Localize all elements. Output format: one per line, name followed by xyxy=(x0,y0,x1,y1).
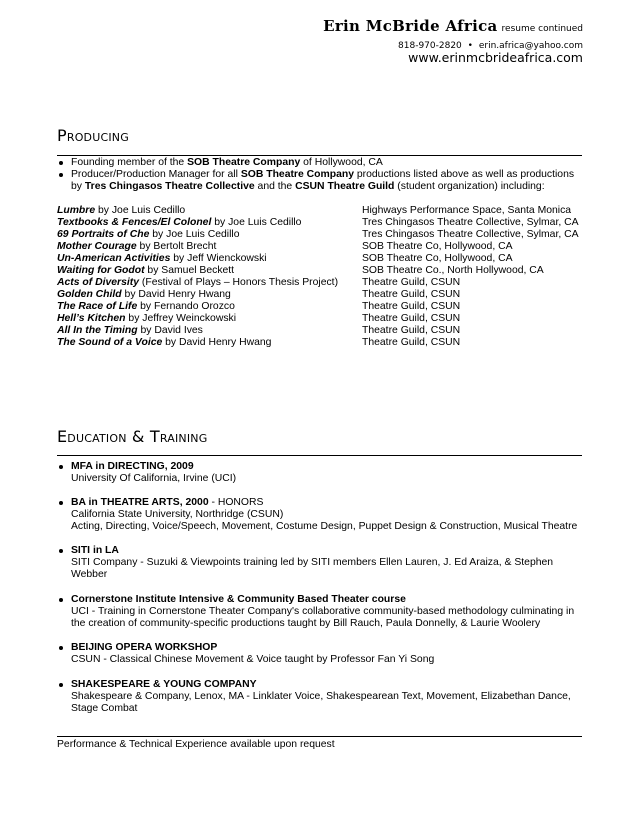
production-title: Un-American Activities xyxy=(57,253,171,264)
education-item xyxy=(57,497,587,533)
applicant-name: Erin McBride Africa xyxy=(323,17,498,35)
production-title-row xyxy=(57,301,357,313)
company-name: SOB Theatre Company xyxy=(187,157,301,168)
education-item xyxy=(57,545,587,581)
production-title: All In the Timing xyxy=(57,325,138,336)
company-name: CSUN Theatre Guild xyxy=(295,181,395,192)
production-credit: by Jeff Wienckowski xyxy=(170,253,267,264)
text-fragment: by xyxy=(71,181,85,192)
email-address[interactable]: erin.africa@yahoo.com xyxy=(478,41,583,51)
bullet-dot xyxy=(59,549,63,553)
education-detail: Shakespeare & Company, Lenox, MA - Linklater Voice, Shakespearean Text, Movement, Elizabethan Dance, xyxy=(71,691,571,702)
bullet-text xyxy=(71,169,587,181)
education-heading-bold: MFA in DIRECTING, 2009 xyxy=(71,461,194,472)
bullet-dot xyxy=(59,173,63,177)
education-heading xyxy=(71,679,587,691)
producing-bullet xyxy=(57,157,587,169)
production-title: Hell’s Kitchen xyxy=(57,313,126,324)
production-title-row xyxy=(57,265,357,277)
contact-separator: • xyxy=(467,41,473,51)
production-venue: SOB Theatre Co, Hollywood, CA xyxy=(362,253,513,264)
production-title: Mother Courage xyxy=(57,241,137,252)
education-heading-bold: SHAKESPEARE & YOUNG COMPANY xyxy=(71,679,257,690)
section-divider xyxy=(57,455,582,456)
production-credit: by Samuel Beckett xyxy=(144,265,235,276)
production-title: The Sound of a Voice xyxy=(57,337,163,348)
education-detail: the creation of community-specific productions taught by Bill Rauch, Paula Donnelly, & Laurie Woolery xyxy=(71,618,541,629)
production-title-row xyxy=(57,253,357,265)
education-detail: California State University, Northridge (CSUN) xyxy=(71,509,284,520)
bullet-dot xyxy=(59,646,63,650)
production-title: The Race of Life xyxy=(57,301,138,312)
company-name: SOB Theatre Company xyxy=(240,169,354,180)
production-venue: Highways Performance Space, Santa Monica xyxy=(362,205,572,216)
education-heading xyxy=(71,594,587,606)
bullet-dot xyxy=(59,465,63,469)
education-detail: Acting, Directing, Voice/Speech, Movement, Costume Design, Puppet Design & Construction, Musical Theatre xyxy=(71,521,578,532)
education-heading-bold: SITI in LA xyxy=(71,545,119,556)
production-credit: by Bertolt Brecht xyxy=(136,241,217,252)
production-title-row xyxy=(57,229,357,241)
education-item xyxy=(57,461,587,485)
text-fragment: and the xyxy=(254,181,296,192)
footer-note: Performance & Technical Experience available upon request xyxy=(57,739,335,750)
bullet-dot xyxy=(59,501,63,505)
productions-titles-column xyxy=(57,205,357,349)
production-title-row xyxy=(57,217,357,229)
bullet-text xyxy=(71,157,587,169)
production-credit: by Joe Luis Cedillo xyxy=(149,229,240,240)
phone-number: 818-970-2820 xyxy=(398,41,462,51)
production-venue: Theatre Guild, CSUN xyxy=(362,301,461,312)
production-title: Waiting for Godot xyxy=(57,265,145,276)
education-heading xyxy=(71,497,587,509)
education-detail: SITI Company - Suzuki & Viewpoints training led by SITI members Ellen Lauren, J. Ed Araiza, & Stephen xyxy=(71,557,554,568)
section-title-producing: Producing xyxy=(57,126,129,145)
production-venue: Tres Chingasos Theatre Collective, Sylmar, CA xyxy=(362,217,579,228)
education-detail: CSUN - Classical Chinese Movement & Voice taught by Professor Fan Yi Song xyxy=(71,654,435,665)
text-fragment: Producer/Production Manager for all xyxy=(71,169,241,180)
production-credit: by David Ives xyxy=(137,325,203,336)
education-heading xyxy=(71,461,587,473)
production-title: Lumbre xyxy=(57,205,96,216)
footer-divider xyxy=(57,736,582,737)
education-heading xyxy=(71,642,587,654)
company-name: Tres Chingasos Theatre Collective xyxy=(84,181,255,192)
production-title: Acts of Diversity xyxy=(57,277,139,288)
production-venue: SOB Theatre Co., North Hollywood, CA xyxy=(362,265,544,276)
production-venue: Theatre Guild, CSUN xyxy=(362,277,461,288)
production-credit: by David Henry Hwang xyxy=(121,289,231,300)
production-credit: by Joe Luis Cedillo xyxy=(211,217,302,228)
education-heading xyxy=(71,545,587,557)
production-credit: by Jeffrey Weinckowski xyxy=(125,313,237,324)
education-heading-bold: BEIJING OPERA WORKSHOP xyxy=(71,642,218,653)
production-credit: by David Henry Hwang xyxy=(162,337,272,348)
education-detail: Webber xyxy=(71,569,108,580)
education-detail: Stage Combat xyxy=(71,703,138,714)
production-title-row xyxy=(57,325,357,337)
text-fragment: productions listed above as well as productions xyxy=(353,169,575,180)
production-title: Golden Child xyxy=(57,289,122,300)
text-fragment: Founding member of the xyxy=(71,157,188,168)
education-detail: UCI - Training in Cornerstone Theater Company's collaborative community-based methodology culminating in xyxy=(71,606,575,617)
education-detail: University Of California, Irvine (UCI) xyxy=(71,473,237,484)
resume-header-name xyxy=(323,17,583,35)
bullet-dot xyxy=(59,598,63,602)
production-venue: Theatre Guild, CSUN xyxy=(362,337,461,348)
production-title-row xyxy=(57,241,357,253)
education-heading-suffix: - HONORS xyxy=(208,497,264,508)
production-venue: Tres Chingasos Theatre Collective, Sylmar, CA xyxy=(362,229,579,240)
production-venue: SOB Theatre Co, Hollywood, CA xyxy=(362,241,513,252)
bullet-text-continued xyxy=(71,181,587,193)
production-venue: Theatre Guild, CSUN xyxy=(362,313,461,324)
production-venue: Theatre Guild, CSUN xyxy=(362,289,461,300)
productions-venues-column xyxy=(362,205,587,349)
section-title-education: Education & Training xyxy=(57,427,208,446)
text-fragment: (student organization) including: xyxy=(394,181,545,192)
producing-bullet xyxy=(57,169,587,193)
bullet-dot xyxy=(59,683,63,687)
text-fragment: of Hollywood, CA xyxy=(300,157,383,168)
production-credit: (Festival of Plays – Honors Thesis Project) xyxy=(139,277,339,288)
education-item xyxy=(57,679,587,715)
production-credit: by Joe Luis Cedillo xyxy=(95,205,186,216)
education-item xyxy=(57,642,587,666)
production-title-row xyxy=(57,289,357,301)
production-title-row xyxy=(57,313,357,325)
production-venue: Theatre Guild, CSUN xyxy=(362,325,461,336)
resume-continued-label: resume continued xyxy=(501,24,583,34)
production-title: 69 Portraits of Che xyxy=(57,229,150,240)
education-heading-bold: BA in THEATRE ARTS, 2000 xyxy=(71,497,209,508)
production-title-row xyxy=(57,205,357,217)
section-divider xyxy=(57,155,582,156)
education-item xyxy=(57,594,587,630)
bullet-dot xyxy=(59,161,63,165)
production-credit: by Fernando Orozco xyxy=(137,301,235,312)
production-title-row xyxy=(57,277,357,289)
website-link[interactable]: www.erinmcbrideafrica.com xyxy=(408,50,583,65)
production-title-row xyxy=(57,337,357,349)
education-heading-bold: Cornerstone Institute Intensive & Community Based Theater course xyxy=(71,594,406,605)
production-title: Textbooks & Fences/El Colonel xyxy=(57,217,212,228)
